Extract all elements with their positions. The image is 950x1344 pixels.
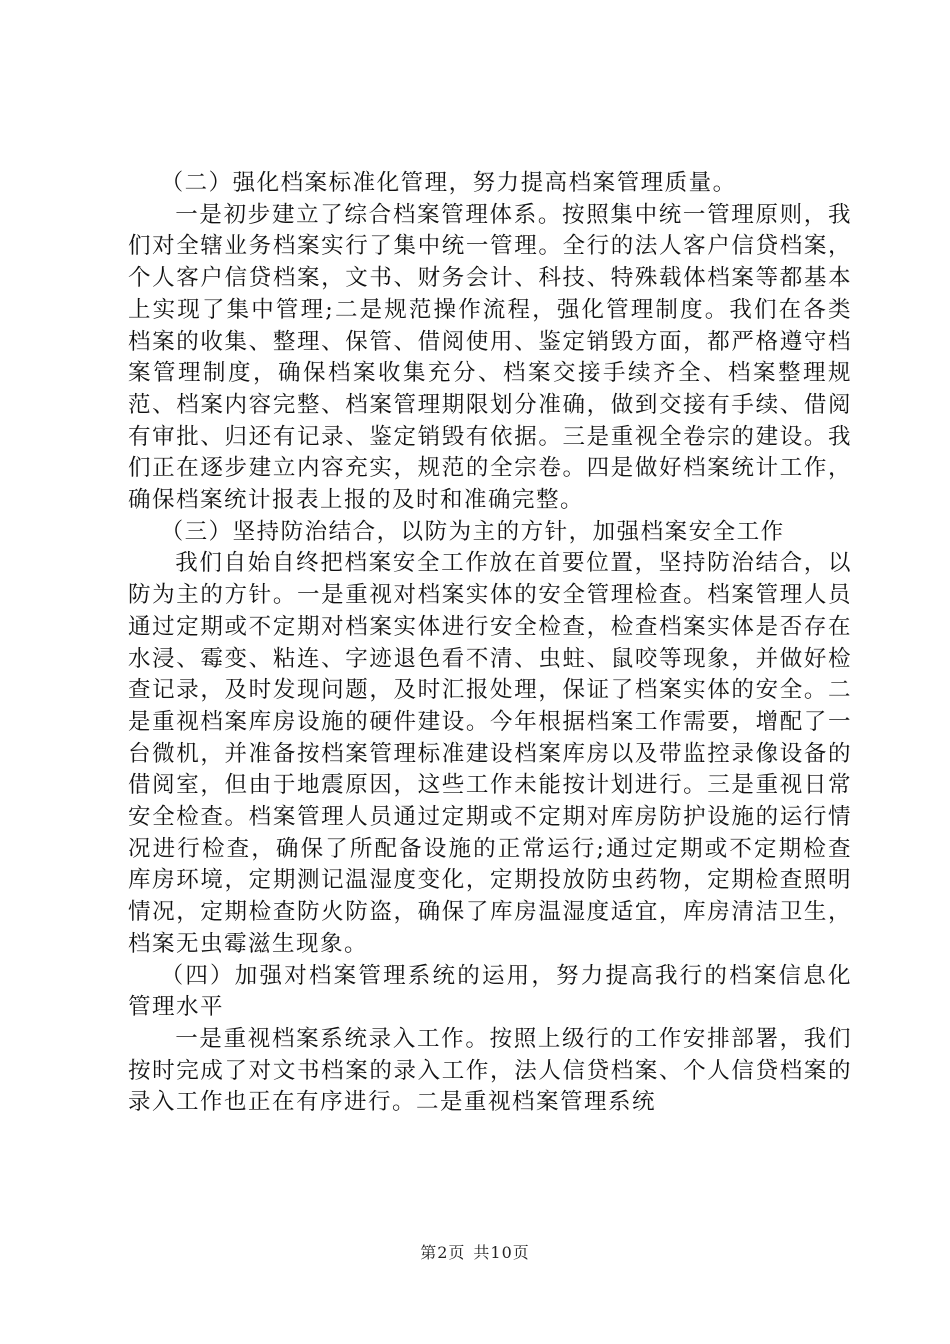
section-heading: （二）强化档案标准化管理，努力提高档案管理质量。 [160, 170, 737, 196]
page-footer [0, 1243, 950, 1263]
page-number: 第2页 [420, 1243, 466, 1262]
page-total: 共10页 [473, 1243, 530, 1262]
body-paragraph: 一是初步建立了综合档案管理体系。按照集中统一管理原则，我们对全辖业务档案实行了集中统一管理。全行的法人客户信贷档案，个人客户信贷档案，文书、财务会计、科技、特殊载体档案等都基本上实现了集中管理;二是规范操作流程，强化管理制度。我们在各类档案的收集、整理、保管、借阅使用、鉴定销毁方面，都严格遵守档案管理制度，确保档案收集充分、档案交接手续齐全、档案整理规范、档案内容完整、档案管理期限划分准确，做到交接有手续、借阅有审批、归还有记录、鉴定销毁有依据。三是重视全卷宗的建设。我们正在逐步建立内容充实，规范的全宗卷。四是做好档案统计工作，确保档案统计报表上报的及时和准确完整。 [128, 201, 852, 514]
body-paragraph: 一是重视档案系统录入工作。按照上级行的工作安排部署，我们按时完成了对文书档案的录入工作，法人信贷档案、个人信贷档案的录入工作也正在有序进行。二是重视档案管理系统 [128, 1025, 852, 1116]
body-paragraph: 我们自始自终把档案安全工作放在首要位置，坚持防治结合，以防为主的方针。一是重视对档案实体的安全管理检查。档案管理人员通过定期或不定期对档案实体进行安全检查，检查档案实体是否存在水浸、霉变、粘连、字迹退色看不清、虫蛀、鼠咬等现象，并做好检查记录，及时发现问题，及时汇报处理，保证了档案实体的安全。二是重视档案库房设施的硬件建设。今年根据档案工作需要，增配了一台微机，并准备按档案管理标准建设档案库房以及带监控录像设备的借阅室，但由于地震原因，这些工作未能按计划进行。三是重视日常安全检查。档案管理人员通过定期或不定期对库房防护设施的运行情况进行检查，确保了所配备设施的正常运行;通过定期或不定期检查库房环境，定期测记温湿度变化，定期投放防虫药物，定期检查照明情况，定期检查防火防盗，确保了库房温湿度适宜，库房清洁卫生，档案无虫霉滋生现象。 [128, 550, 852, 957]
document-body [128, 168, 852, 1119]
section-heading: （四）加强对档案管理系统的运用，努力提高我行的档案信息化管理水平 [128, 962, 852, 1021]
section-heading: （三）坚持防治结合，以防为主的方针，加强档案安全工作 [160, 518, 785, 545]
